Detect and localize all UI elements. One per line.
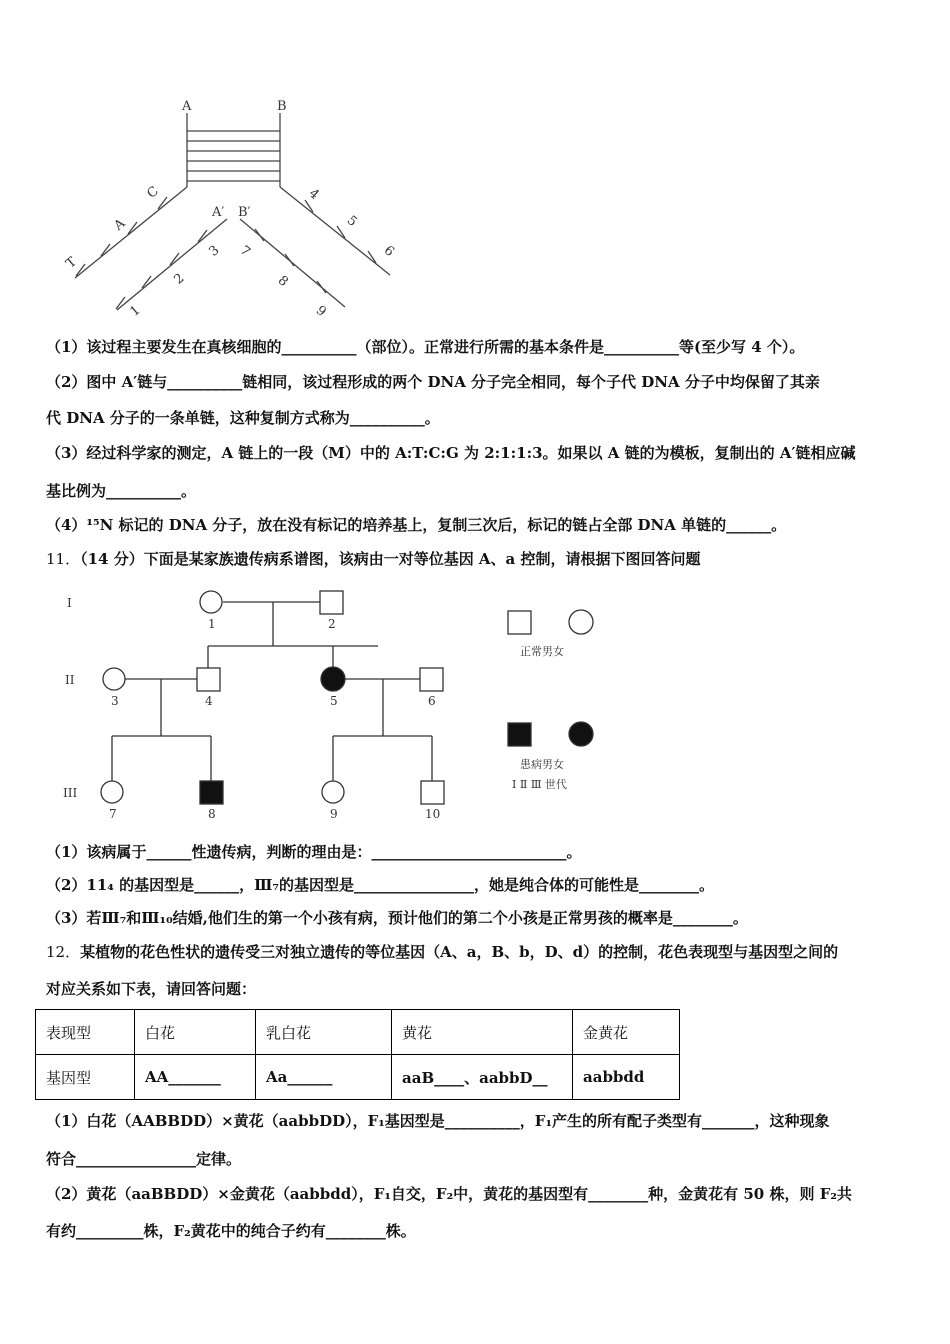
label-A: A: [182, 99, 192, 114]
pedigree-III8-affected-male: [200, 781, 223, 804]
base-6: 6: [380, 243, 397, 260]
q10-part3b: 基比例为__________。: [46, 482, 197, 500]
base-T: T: [63, 254, 80, 272]
base-7: 7: [236, 243, 253, 260]
q10-part2a: （2）图中 A′链与__________链相同，该过程形成的两个 DNA 分子完全相同，每个子代 DNA 分子中均保留了其亲: [46, 373, 820, 391]
legend-generation-label: Ⅰ Ⅱ Ⅲ 世代: [512, 778, 567, 791]
q11-number: 11．: [46, 550, 81, 568]
pedigree-II5-affected-female: [321, 667, 345, 691]
label-B: B: [277, 99, 287, 114]
base-4: 4: [305, 186, 322, 203]
table-cell: 乳白花: [256, 1010, 392, 1055]
q11-text: （14 分）下面是某家族遗传病系谱图，该病由一对等位基因 A、a 控制，请根据下图回答问题: [80, 550, 701, 568]
base-A: A: [111, 216, 129, 234]
base-C: C: [144, 183, 162, 202]
q12-header2: 对应关系如下表，请回答问题：: [46, 980, 257, 998]
table-cell: 基因型: [36, 1055, 135, 1100]
id-3: 3: [111, 694, 119, 708]
genotype-table: [35, 1009, 680, 1100]
dna-replication-diagram: [55, 95, 415, 325]
pedigree-chart: [55, 578, 615, 828]
pedigree-III10-male: [421, 781, 444, 804]
base-2: 2: [171, 270, 188, 288]
legend-affected-female-icon: [569, 722, 593, 746]
id-7: 7: [109, 807, 117, 821]
base-3: 3: [206, 242, 223, 260]
legend-affected-label: 患病男女: [520, 758, 564, 771]
table-cell: AA_______: [135, 1055, 256, 1100]
q12-header: [46, 941, 910, 962]
q12-part1a: （1）白花（AABBDD）×黄花（aabbDD），F₁基因型是__________，F₁产生的所有配子类型有_______，这种现象: [46, 1112, 830, 1130]
base-5: 5: [343, 213, 360, 230]
table-cell: aabbdd: [573, 1055, 680, 1100]
table-cell: 表现型: [36, 1010, 135, 1055]
table-cell: aaB____、aabbD__: [392, 1055, 573, 1100]
table-cell: Aa______: [256, 1055, 392, 1100]
q11-part2: （2）11₄ 的基因型是______，Ⅲ₇的基因型是________________，她是纯合体的可能性是________。: [46, 876, 714, 894]
q11-part1: （1）该病属于______性遗传病，判断的理由是：__________________________。: [46, 843, 582, 861]
pedigree-II6-male: [420, 668, 443, 691]
legend-normal-female-icon: [569, 610, 593, 634]
q11-part3: （3）若Ⅲ₇和Ⅲ₁₀结婚,他们生的第一个小孩有病，预计他们的第二个小孩是正常男孩的概率是________。: [46, 909, 748, 927]
base-1: 1: [127, 302, 144, 320]
q12-part2b: 有约_________株，F₂黄花中的纯合子约有________株。: [46, 1222, 416, 1240]
base-9: 9: [312, 303, 329, 320]
legend-affected-male-icon: [508, 723, 531, 746]
q10-part2b: 代 DNA 分子的一条单链，这种复制方式称为__________。: [46, 409, 440, 427]
legend-normal-male-icon: [508, 611, 531, 634]
q10-part1: （1）该过程主要发生在真核细胞的__________（部位）。正常进行所需的基本条件是__________等(至少写 4 个）。: [46, 338, 805, 356]
q12-number: 12．: [46, 943, 81, 961]
q11-header: [46, 548, 910, 569]
label-B-prime: B′: [238, 205, 251, 220]
table-cell: 白花: [135, 1010, 256, 1055]
id-5: 5: [330, 694, 338, 708]
gen-label-I: I: [67, 596, 72, 610]
id-6: 6: [428, 694, 436, 708]
gen-label-II: II: [65, 673, 75, 687]
q10-part4: （4）¹⁵N 标记的 DNA 分子，放在没有标记的培养基上，复制三次后，标记的链占全部 DNA 单链的______。: [46, 516, 787, 534]
pedigree-I1-female: [200, 591, 222, 613]
q12-part1b: 符合________________定律。: [46, 1150, 242, 1168]
pedigree-II3-female: [103, 668, 125, 690]
table-cell: 黄花: [392, 1010, 573, 1055]
id-4: 4: [205, 694, 213, 708]
pedigree-III9-female: [322, 781, 344, 803]
q12-text: 某植物的花色性状的遗传受三对独立遗传的等位基因（A、a，B、b，D、d）的控制，花色表现型与基因型之间的: [80, 943, 839, 961]
base-8: 8: [274, 273, 291, 290]
q10-part3a: （3）经过科学家的测定，A 链上的一段（M）中的 A:T:C:G 为 2:1:1:3。如果以 A 链的为模板，复制出的 A′链相应碱: [46, 444, 856, 462]
table-row: [36, 1055, 680, 1100]
id-9: 9: [330, 807, 338, 821]
id-8: 8: [208, 807, 216, 821]
table-row: [36, 1010, 680, 1055]
pedigree-II4-male: [197, 668, 220, 691]
legend-normal-label: 正常男女: [520, 645, 564, 658]
pedigree-I2-male: [320, 591, 343, 614]
table-cell: 金黄花: [573, 1010, 680, 1055]
label-A-prime: A′: [212, 205, 225, 220]
gen-label-III: III: [63, 786, 78, 800]
id-1: 1: [208, 617, 216, 631]
q12-part2a: （2）黄花（aaBBDD）×金黄花（aabbdd），F₁自交，F₂中，黄花的基因型有________种，金黄花有 50 株，则 F₂共: [46, 1185, 852, 1203]
id-2: 2: [328, 617, 336, 631]
pedigree-III7-female: [101, 781, 123, 803]
id-10: 10: [425, 807, 441, 821]
